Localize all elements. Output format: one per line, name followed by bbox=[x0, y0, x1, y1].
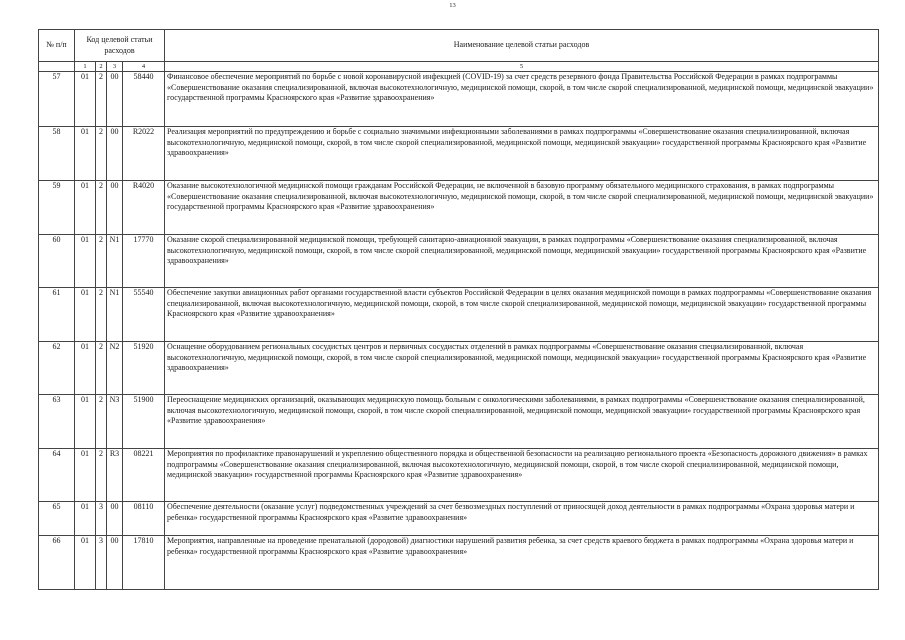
code-part-1: 01 bbox=[75, 72, 96, 127]
expense-name: Оснащение оборудованием региональных сосудистых центров и первичных сосудистых отделений в рамках подпрограммы «Совершенствование оказания специализированной, включая высокотехнологичную, медицинской помощи, скорой, в том числе скорой специализированной, медицинской помощи, медицинской эвакуации» государственной программы Красноярского края «Развитие здравоохранения» bbox=[165, 342, 879, 395]
code-part-3: N3 bbox=[107, 395, 123, 449]
code-part-1: 01 bbox=[75, 449, 96, 502]
row-number: 62 bbox=[39, 342, 75, 395]
row-number: 63 bbox=[39, 395, 75, 449]
code-part-4: 51900 bbox=[123, 395, 165, 449]
header-code: Код целевой статьи расходов bbox=[75, 30, 165, 62]
expense-name: Мероприятия, направленные на проведение пренатальной (дородовой) диагностики нарушений развития ребенка, за счет средств краевого бюджета в рамках подпрограммы «Охрана здоровья матери и ребенка» государственной программы Красноярского края «Развитие здравоохранения» bbox=[165, 536, 879, 590]
row-number: 60 bbox=[39, 235, 75, 288]
code-part-3: 00 bbox=[107, 72, 123, 127]
code-part-1: 01 bbox=[75, 342, 96, 395]
code-part-1: 01 bbox=[75, 127, 96, 181]
header-column-numbers bbox=[39, 62, 879, 72]
code-part-3: 00 bbox=[107, 502, 123, 536]
code-part-1: 01 bbox=[75, 536, 96, 590]
column-number: 1 bbox=[75, 62, 96, 72]
table-row bbox=[39, 395, 879, 449]
code-part-4: R2022 bbox=[123, 127, 165, 181]
expense-name: Оказание скорой специализированной медицинской помощи, требующей санитарно-авиационной эвакуации, в рамках подпрограммы «Совершенствование оказания специализированной, включая высокотехнологичную, медицинской помощи, скорой, в том числе скорой специализированной, медицинской помощи, медицинской эвакуации» государственной программы Красноярского края «Развитие здравоохранения» bbox=[165, 235, 879, 288]
row-number: 59 bbox=[39, 181, 75, 235]
code-part-2: 2 bbox=[96, 449, 107, 502]
table-row bbox=[39, 127, 879, 181]
row-number: 65 bbox=[39, 502, 75, 536]
header-num: № п/п bbox=[39, 30, 75, 62]
code-part-3: 00 bbox=[107, 127, 123, 181]
code-part-4: 17810 bbox=[123, 536, 165, 590]
table-row bbox=[39, 449, 879, 502]
code-part-2: 2 bbox=[96, 235, 107, 288]
table-row bbox=[39, 288, 879, 342]
expense-name: Обеспечение закупки авиационных работ органами государственной власти субъектов Российской Федерации в целях оказания медицинской помощи в рамках подпрограммы «Совершенствование оказания специализированной, включая высокотехнологичную, медицинской помощи, скорой, в том числе скорой специализированной, медицинской помощи, медицинской эвакуации» государственной программы Красноярского края «Развитие здравоохранения» bbox=[165, 288, 879, 342]
column-number: 2 bbox=[96, 62, 107, 72]
code-part-1: 01 bbox=[75, 502, 96, 536]
expense-name: Обеспечение деятельности (оказание услуг) подведомственных учреждений за счет безвозмездных поступлений от приносящей доход деятельности в рамках подпрограммы «Охрана здоровья матери и ребенка» государственной программы Красноярского края «Развитие здравоохранения» bbox=[165, 502, 879, 536]
code-part-2: 3 bbox=[96, 536, 107, 590]
code-part-4: 08221 bbox=[123, 449, 165, 502]
column-number-blank bbox=[39, 62, 75, 72]
row-number: 64 bbox=[39, 449, 75, 502]
code-part-3: R3 bbox=[107, 449, 123, 502]
code-part-1: 01 bbox=[75, 395, 96, 449]
code-part-2: 2 bbox=[96, 342, 107, 395]
code-part-3: N1 bbox=[107, 288, 123, 342]
expense-name: Оказание высокотехнологичной медицинской помощи гражданам Российской Федерации, не включенной в базовую программу обязательного медицинского страхования, в рамках подпрограммы «Совершенствование оказания специализированной, включая высокотехнологичную, медицинской помощи, скорой, в том числе скорой специализированной, медицинской помощи, медицинской эвакуации» государственной программы Красноярского края «Развитие здравоохранения» bbox=[165, 181, 879, 235]
code-part-2: 2 bbox=[96, 288, 107, 342]
expense-name: Мероприятия по профилактике правонарушений и укреплению общественного порядка и общественной безопасности на реализацию регионального проекта «Безопасность дорожного движения» в рамках подпрограммы «Совершенствование оказания специализированной, включая высокотехнологичную, медицинской помощи, скорой, в том числе скорой специализированной, медицинской помощи, медицинской эвакуации» государственной программы Красноярского края «Развитие здравоохранения» bbox=[165, 449, 879, 502]
table-row bbox=[39, 235, 879, 288]
code-part-2: 3 bbox=[96, 502, 107, 536]
code-part-1: 01 bbox=[75, 181, 96, 235]
code-part-3: N1 bbox=[107, 235, 123, 288]
code-part-2: 2 bbox=[96, 395, 107, 449]
code-part-2: 2 bbox=[96, 181, 107, 235]
header-name: Наименование целевой статьи расходов bbox=[165, 30, 879, 62]
column-number: 4 bbox=[123, 62, 165, 72]
code-part-1: 01 bbox=[75, 235, 96, 288]
code-part-1: 01 bbox=[75, 288, 96, 342]
code-part-4: 17770 bbox=[123, 235, 165, 288]
row-number: 66 bbox=[39, 536, 75, 590]
code-part-4: 51920 bbox=[123, 342, 165, 395]
code-part-4: 58440 bbox=[123, 72, 165, 127]
expense-name: Переоснащение медицинских организаций, оказывающих медицинскую помощь больным с онкологическими заболеваниями, в рамках подпрограммы «Совершенствование оказания специализированной, включая высокотехнологичную, медицинской помощи, скорой, в том числе скорой специализированной, медицинской помощи, медицинской эвакуации» государственной программы Красноярского края «Развитие здравоохранения» bbox=[165, 395, 879, 449]
column-number: 3 bbox=[107, 62, 123, 72]
code-part-2: 2 bbox=[96, 72, 107, 127]
row-number: 61 bbox=[39, 288, 75, 342]
column-number: 5 bbox=[165, 62, 879, 72]
code-part-3: N2 bbox=[107, 342, 123, 395]
row-number: 58 bbox=[39, 127, 75, 181]
code-part-3: 00 bbox=[107, 536, 123, 590]
table-row bbox=[39, 181, 879, 235]
target-expense-table bbox=[38, 29, 879, 590]
header-row bbox=[39, 30, 879, 62]
expense-name: Реализация мероприятий по предупреждению и борьбе с социально значимыми инфекционными заболеваниями в рамках подпрограммы «Совершенствование оказания специализированной, включая высокотехнологичную, медицинской помощи, скорой, в том числе скорой специализированной, медицинской помощи, медицинской эвакуации» государственной программы Красноярского края «Развитие здравоохранения» bbox=[165, 127, 879, 181]
expense-name: Финансовое обеспечение мероприятий по борьбе с новой коронавирусной инфекцией (COVID-19) за счет средств резервного фонда Правительства Российской Федерации в рамках подпрограммы «Совершенствование оказания специализированной, включая высокотехнологичную, медицинской помощи, скорой, в том числе скорой специализированной, медицинской помощи, медицинской эвакуации» государственной программы Красноярского края «Развитие здравоохранения» bbox=[165, 72, 879, 127]
code-part-4: 08110 bbox=[123, 502, 165, 536]
table-row bbox=[39, 72, 879, 127]
page-number: 13 bbox=[449, 2, 456, 9]
row-number: 57 bbox=[39, 72, 75, 127]
code-part-4: R4020 bbox=[123, 181, 165, 235]
table-row bbox=[39, 536, 879, 590]
code-part-3: 00 bbox=[107, 181, 123, 235]
code-part-2: 2 bbox=[96, 127, 107, 181]
code-part-4: 55540 bbox=[123, 288, 165, 342]
table-row bbox=[39, 342, 879, 395]
table-row bbox=[39, 502, 879, 536]
